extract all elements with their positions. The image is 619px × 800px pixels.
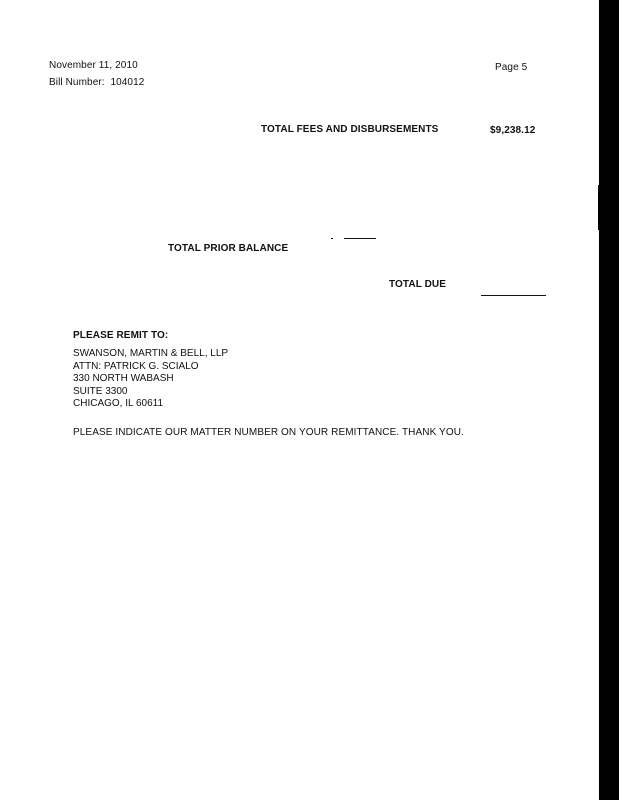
total-prior-balance-label: TOTAL PRIOR BALANCE bbox=[168, 243, 289, 254]
invoice-date: November 11, 2010 bbox=[49, 60, 138, 71]
bill-number-value: 104012 bbox=[110, 77, 145, 88]
remit-address-line: 330 NORTH WABASH bbox=[73, 373, 174, 385]
remit-instruction: PLEASE INDICATE OUR MATTER NUMBER ON YOUR REMITTANCE. THANK YOU. bbox=[73, 427, 464, 438]
prior-balance-rule-dot bbox=[331, 238, 333, 239]
remit-address bbox=[73, 348, 228, 411]
remit-address-line: SUITE 3300 bbox=[73, 385, 128, 397]
remit-address-line: SWANSON, MARTIN & BELL, LLP bbox=[73, 348, 229, 359]
remit-address-line: ATTN: PATRICK G. SCIALO bbox=[73, 360, 199, 372]
scan-edge bbox=[599, 0, 619, 800]
prior-balance-rule bbox=[344, 238, 376, 239]
remit-address-line: CHICAGO, IL 60611 bbox=[73, 398, 164, 410]
bill-number-line bbox=[49, 77, 144, 89]
page-number: Page 5 bbox=[495, 62, 528, 73]
total-fees-amount: $9,238.12 bbox=[490, 125, 536, 136]
scan-edge-notch bbox=[598, 185, 600, 230]
total-fees-label: TOTAL FEES AND DISBURSEMENTS bbox=[261, 124, 439, 135]
bill-number-label: Bill Number: bbox=[49, 77, 105, 88]
total-due-label: TOTAL DUE bbox=[389, 279, 447, 290]
total-due-rule bbox=[481, 295, 546, 296]
remit-heading: PLEASE REMIT TO: bbox=[73, 330, 169, 341]
